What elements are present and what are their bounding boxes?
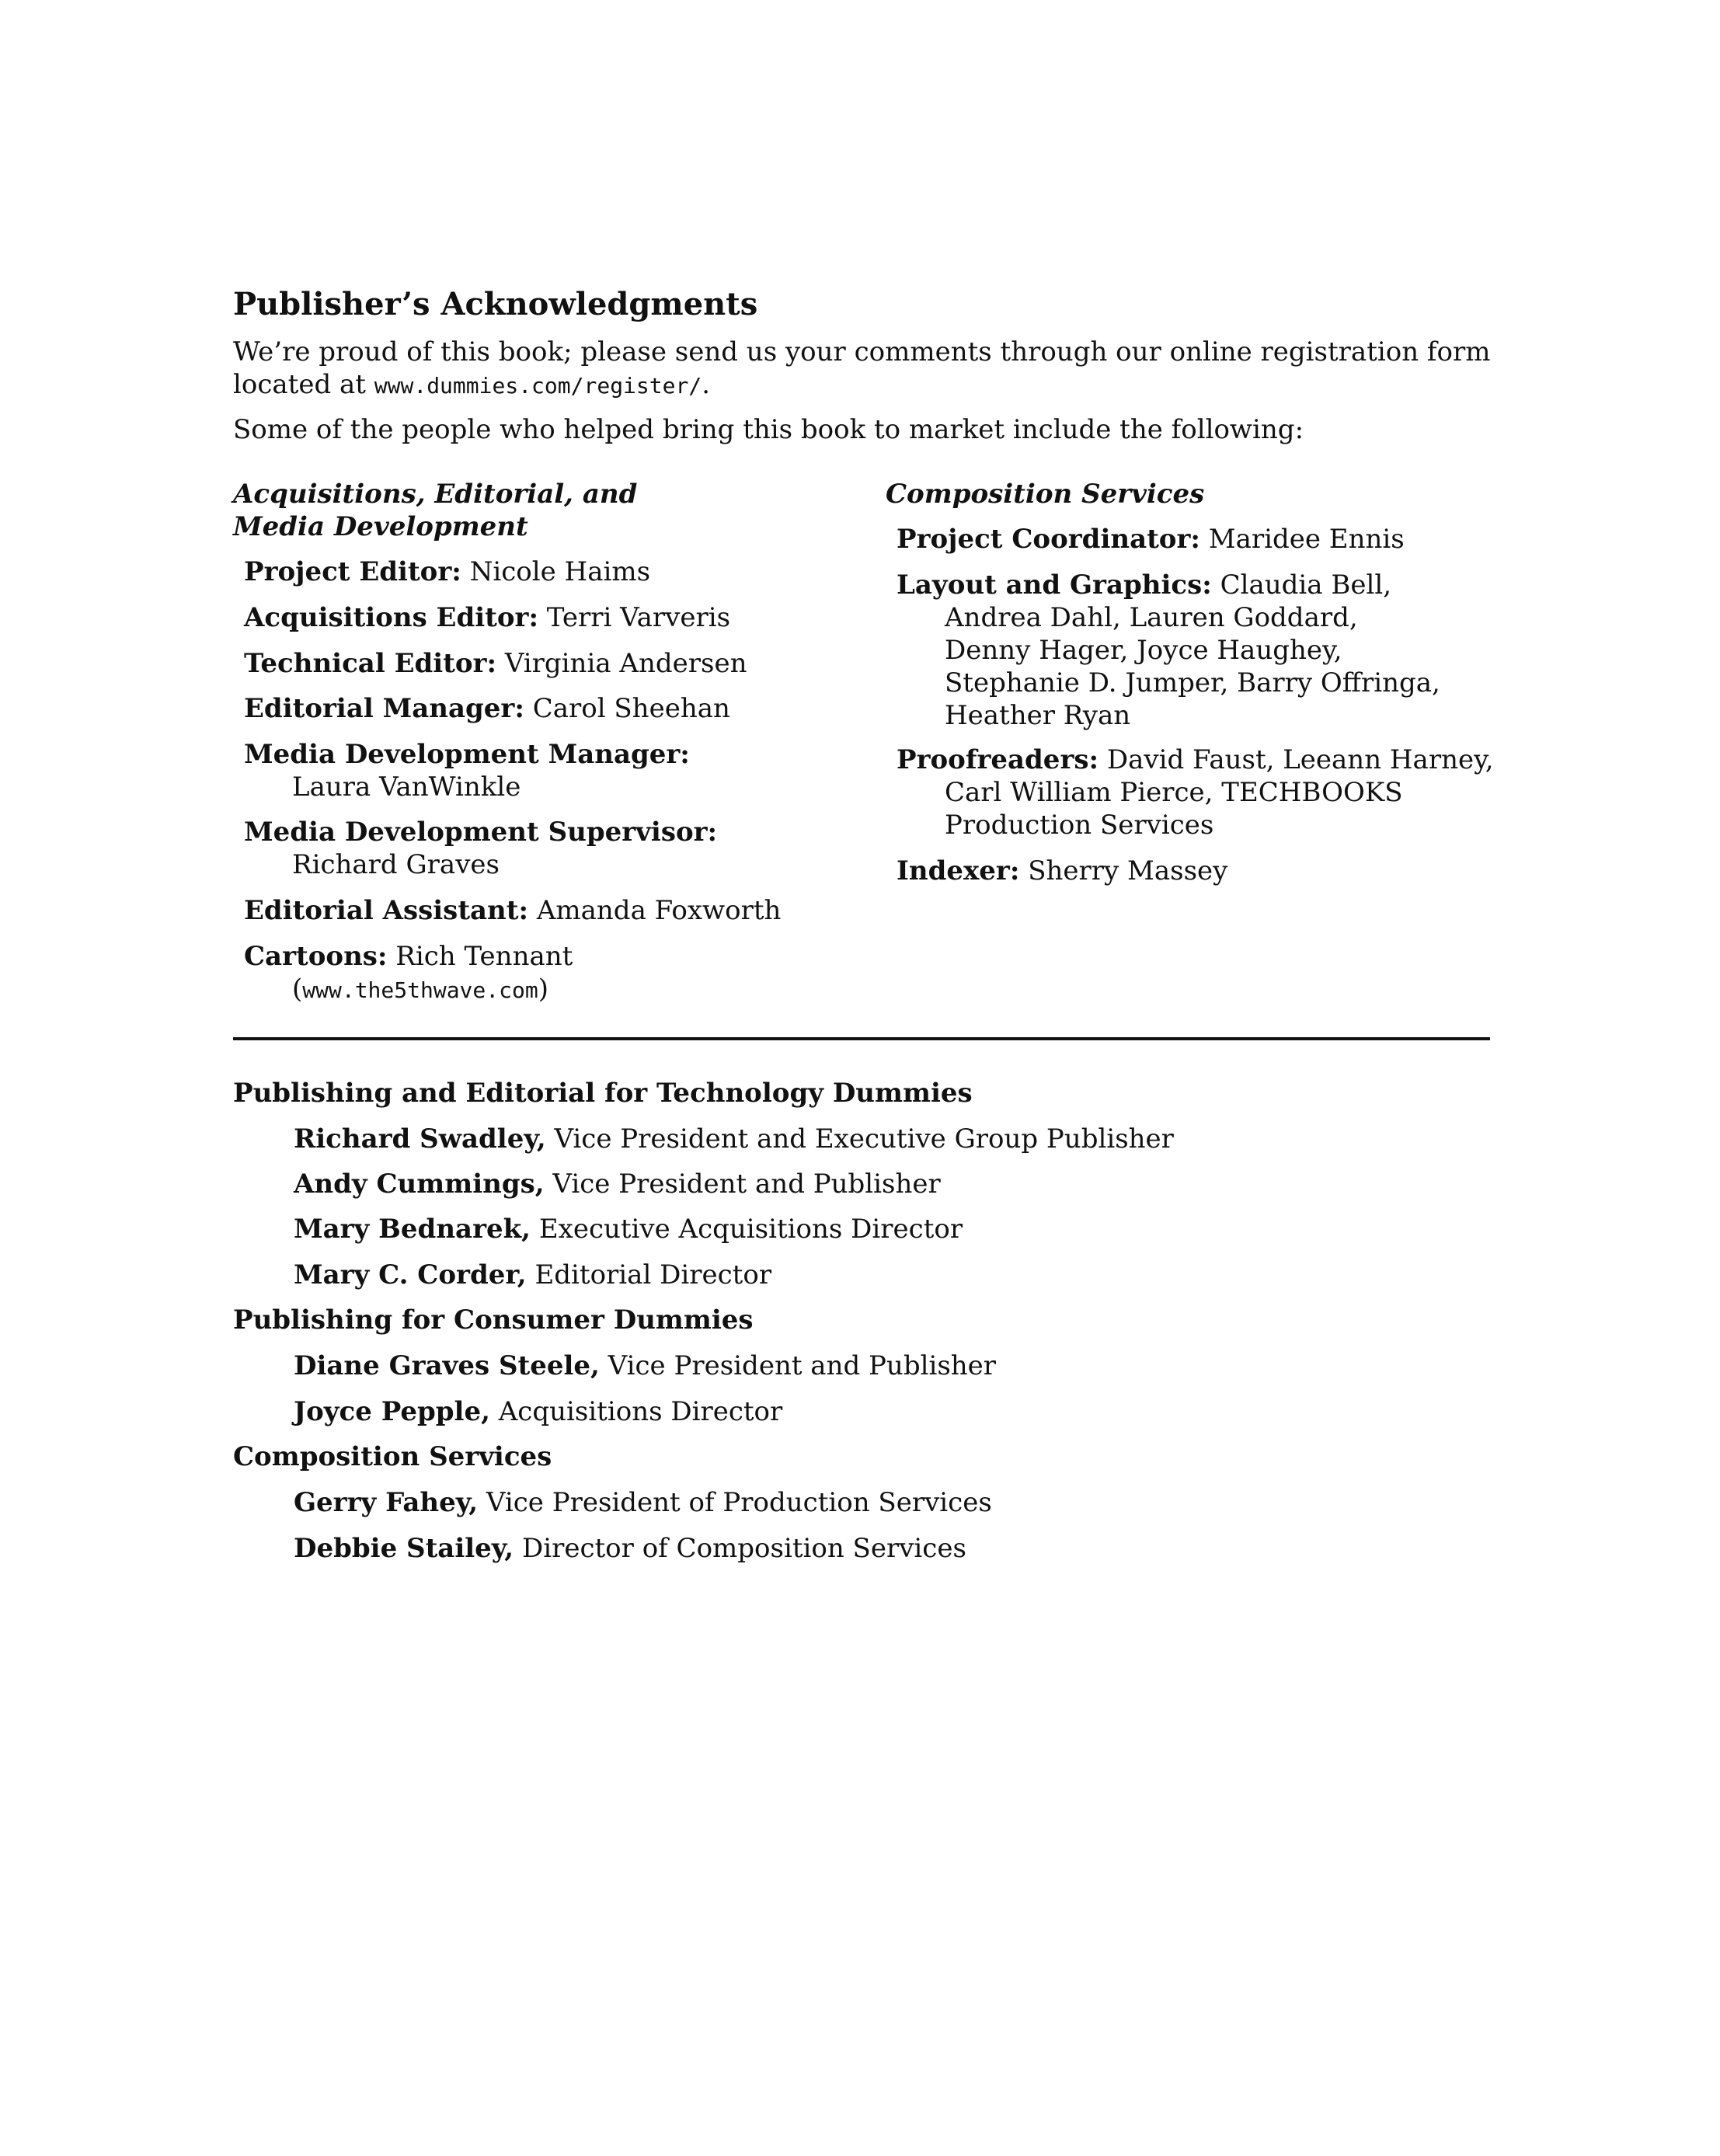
credit-role: Proofreaders: — [897, 744, 1099, 775]
staff-member — [294, 1168, 941, 1200]
section-heading: Publishing and Editorial for Technology Dummies — [233, 1078, 973, 1109]
credit-role: Project Editor: — [244, 556, 461, 587]
credit-role: Editorial Assistant: — [244, 895, 529, 926]
staff-name: Debbie Stailey, — [294, 1533, 514, 1564]
credit-entry — [897, 523, 1405, 556]
staff-title: Acquisitions Director — [489, 1396, 783, 1427]
registration-url[interactable]: www.dummies.com/register/ — [374, 373, 702, 399]
credit-role: Project Coordinator: — [897, 524, 1200, 555]
staff-member — [294, 1259, 771, 1291]
credit-name-continued: Production Services — [945, 810, 1214, 841]
credit-name-continued: Carl William Pierce, TECHBOOKS — [945, 777, 1403, 808]
intro-line-2-prefix: located at — [233, 369, 374, 400]
credit-name: Carol Sheehan — [524, 693, 730, 724]
left-column-heading-line-1: Acquisitions, Editorial, and — [233, 479, 638, 510]
credit-role: Technical Editor: — [244, 648, 497, 679]
staff-member — [294, 1532, 966, 1565]
credit-entry — [244, 692, 730, 725]
intro-line-2-suffix: . — [702, 369, 711, 400]
credit-role: Acquisitions Editor: — [244, 602, 538, 633]
credit-role: Layout and Graphics: — [897, 569, 1212, 601]
intro-line-2 — [233, 368, 710, 402]
credit-entry — [897, 569, 1440, 732]
credit-role: Indexer: — [897, 855, 1020, 886]
credit-name: Maridee Ennis — [1199, 524, 1405, 555]
staff-title: Vice President and Executive Group Publisher — [545, 1123, 1174, 1155]
credit-role: Media Development Manager: — [244, 739, 690, 770]
credit-role: Cartoons: — [244, 941, 388, 972]
section-heading: Composition Services — [233, 1441, 552, 1472]
credit-name: Terri Varveris — [538, 602, 731, 633]
staff-title: Director of Composition Services — [514, 1533, 966, 1564]
credit-name: Laura VanWinkle — [292, 771, 521, 803]
credit-entry — [897, 855, 1227, 887]
staff-member — [294, 1486, 992, 1519]
left-column-heading-line-2: Media Development — [233, 511, 528, 542]
credit-name: David Faust, Leeann Harney, — [1099, 744, 1494, 775]
staff-name: Joyce Pepple, — [294, 1396, 490, 1427]
page-title: Publisher’s Acknowledgments — [233, 286, 758, 322]
staff-title: Executive Acquisitions Director — [531, 1214, 963, 1245]
credit-name-continued: Denny Hager, Joyce Haughey, — [945, 635, 1342, 666]
paren-close: ) — [538, 974, 548, 1005]
staff-title: Editorial Director — [526, 1259, 772, 1290]
credit-entry — [244, 647, 747, 680]
section-heading: Publishing for Consumer Dummies — [233, 1304, 754, 1336]
staff-name: Andy Cummings, — [294, 1169, 545, 1200]
credit-entry — [244, 940, 573, 1007]
credit-entry — [244, 556, 650, 588]
credit-name: Claudia Bell, — [1211, 569, 1392, 601]
staff-title: Vice President of Production Services — [478, 1487, 992, 1518]
right-column-heading: Composition Services — [886, 479, 1205, 510]
credit-entry — [244, 601, 730, 634]
credit-name-continued: Stephanie D. Jumper, Barry Offringa, — [945, 667, 1440, 698]
cartoons-url[interactable]: www.the5thwave.com — [302, 977, 538, 1003]
paren-open: ( — [292, 974, 303, 1005]
credit-entry — [897, 744, 1494, 841]
credit-role: Editorial Manager: — [244, 693, 524, 724]
credit-name: Virginia Andersen — [496, 648, 747, 679]
staff-name: Diane Graves Steele, — [294, 1350, 600, 1381]
staff-title: Vice President and Publisher — [544, 1169, 941, 1200]
credit-name-continued: Andrea Dahl, Lauren Goddard, — [945, 602, 1358, 633]
section-divider — [233, 1037, 1490, 1040]
intro-line-1: We’re proud of this book; please send us your comments through our online registration form — [233, 336, 1491, 367]
credit-entry — [244, 738, 690, 803]
credit-name: Rich Tennant — [387, 941, 573, 972]
credit-entry — [244, 894, 781, 927]
staff-member — [294, 1213, 963, 1245]
credit-name: Richard Graves — [292, 849, 500, 880]
staff-title: Vice President and Publisher — [599, 1350, 997, 1381]
staff-member — [294, 1123, 1174, 1155]
staff-member — [294, 1395, 782, 1428]
credit-name: Amanda Foxworth — [528, 895, 782, 926]
staff-name: Mary Bednarek, — [294, 1214, 531, 1245]
credit-name: Sherry Massey — [1019, 855, 1228, 886]
credit-role: Media Development Supervisor: — [244, 817, 718, 848]
staff-member — [294, 1350, 996, 1382]
credit-name-continued: Heather Ryan — [945, 700, 1131, 731]
staff-name: Mary C. Corder, — [294, 1259, 527, 1290]
staff-name: Gerry Fahey, — [294, 1487, 479, 1518]
staff-name: Richard Swadley, — [294, 1123, 546, 1155]
intro-line-3: Some of the people who helped bring this book to market include the following: — [233, 414, 1304, 445]
credit-entry — [244, 816, 717, 881]
credit-name: Nicole Haims — [461, 556, 651, 587]
